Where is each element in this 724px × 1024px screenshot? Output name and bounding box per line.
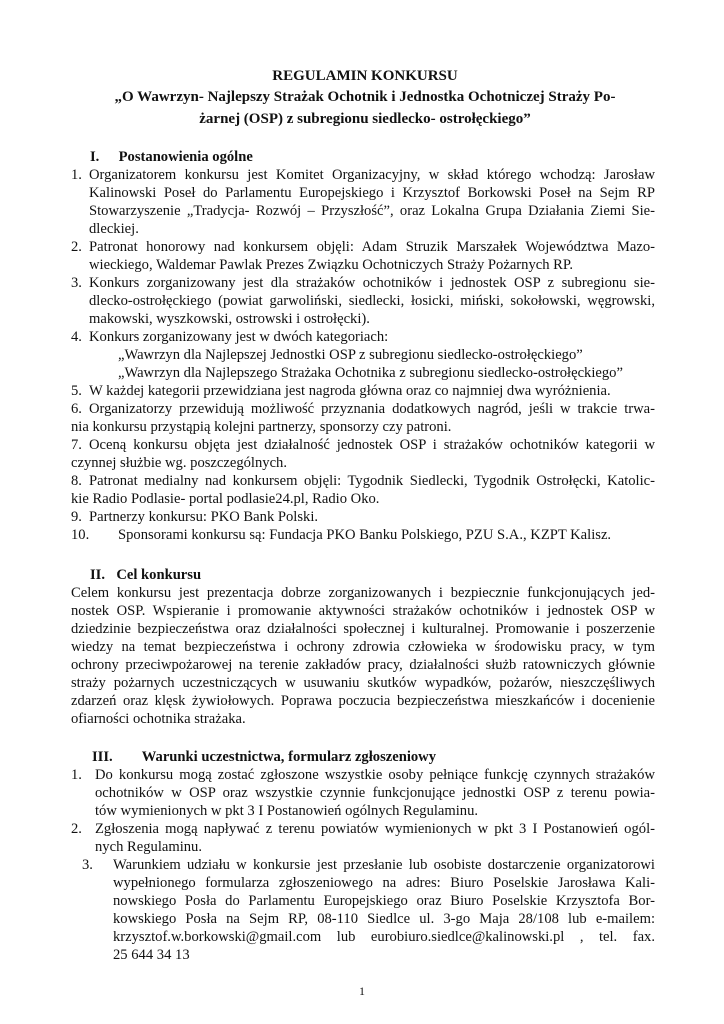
section-1-number: I. bbox=[90, 149, 100, 165]
document-subtitle-line-2: żarnej (OSP) z subregionu siedlecko- ostrołęckiego” bbox=[199, 111, 531, 127]
s1-item-2-line-1: Patronat honorowy nad konkursem objęli: Adam Struzik Marszałek Województwa Mazo- bbox=[89, 239, 655, 255]
section-2-heading bbox=[90, 566, 201, 585]
section-3-heading bbox=[92, 748, 436, 767]
s1-item-1-line-4: dleckiej. bbox=[89, 221, 139, 237]
s3-item-1-line-1: Do konkursu mogą zostać zgłoszone wszystkie osoby pełniące funkcję czynnych strażaków bbox=[95, 767, 655, 783]
section-3-number: III. bbox=[92, 749, 113, 765]
s3-item-3-line-1: Warunkiem udziału w konkursie jest przesłanie lub osobiste dostarczenie organizatorowi bbox=[113, 857, 655, 873]
section-3-title: Warunki uczestnictwa, formularz zgłoszeniowy bbox=[141, 749, 437, 765]
section-1-title: Postanowienia ogólne bbox=[118, 149, 253, 165]
s1-item-9-number: 9. bbox=[71, 509, 82, 525]
document-title: REGULAMIN KONKURSU bbox=[272, 68, 458, 84]
s1-item-8-number: 8. bbox=[71, 473, 82, 489]
section-2-number: II. bbox=[90, 567, 106, 583]
s3-item-2-line-1: Zgłoszenia mogą napływać z terenu powiatów wymienionych w pkt 3 I Postanowień ogól- bbox=[95, 821, 655, 837]
s3-item-1-line-3: tów wymienionych w pkt 3 I Postanowień ogólnych Regulaminu. bbox=[95, 803, 479, 819]
s2-line-3: dziedzinie bezpieczeństwa oraz działalności społecznej i kulturalnej. Promowanie i poszerzenie bbox=[71, 621, 655, 637]
s1-item-2-number: 2. bbox=[71, 239, 82, 255]
s3-item-1-number: 1. bbox=[71, 767, 82, 783]
s1-item-3-line-1: Konkurs zorganizowany jest dla strażaków ochotników i jednostek OSP z subregionu sie- bbox=[89, 275, 655, 291]
s1-item-6-line-2: nia konkursu przystąpią kolejni partnerzy, sponsorzy czy patroni. bbox=[71, 419, 452, 435]
s1-item-5-line-1: W każdej kategorii przewidziana jest nagroda główna oraz co najmniej dwa wyróżnienia. bbox=[89, 383, 611, 399]
s2-line-6: straży pożarnych uczestniczących w usuwaniu skutków wypadków, pożarów, nieszczęśliwych bbox=[71, 675, 655, 691]
s2-line-4: wiedzy na temat bezpieczeństwa i ochrony zdrowia człowieka w środowisku pracy, w tym bbox=[71, 639, 655, 655]
s1-item-7-line-2: czynnej służbie wg. poszczególnych. bbox=[71, 455, 287, 471]
s2-line-5: ochrony przeciwpożarowej na terenie zakładów pracy, działalności służb ratowniczych głównie bbox=[71, 657, 655, 673]
s1-item-8-line-1: Patronat medialny nad konkursem objęli: Tygodnik Siedlecki, Tygodnik Ostrołęcki, Katolic- bbox=[89, 473, 655, 489]
s3-item-2-line-2: nych Regulaminu. bbox=[95, 839, 203, 855]
s1-item-4-category-2: „Wawrzyn dla Najlepszego Strażaka Ochotnika z subregionu siedlecko-ostrołęckiego” bbox=[118, 365, 623, 381]
s2-line-7: zdarzeń oraz klęsk żywiołowych. Poprawa poczucia bezpieczeństwa mieszkańców i docenienie bbox=[71, 693, 655, 709]
s3-item-3-line-4: kowskiego Posła na Sejm RP, 08-110 Siedlce ul. 3-go Maja 28/108 lub e-mailem: bbox=[113, 911, 655, 927]
s1-item-4-number: 4. bbox=[71, 329, 82, 345]
s2-line-1: Celem konkursu jest prezentacja dobrze zorganizowanych i bezpiecznie funkcjonujących jed- bbox=[71, 585, 655, 601]
s1-item-8-line-2: kie Radio Podlasie- portal podlasie24.pl, Radio Oko. bbox=[71, 491, 380, 507]
s1-item-3-line-3: makowski, wyszkowski, ostrowski i ostrołęcki). bbox=[89, 311, 370, 327]
s3-item-3-line-5: krzysztof.w.borkowski@gmail.com lub eurobiuro.siedlce@kalinowski.pl , tel. fax. bbox=[113, 929, 655, 945]
s1-item-3-line-2: dlecko-ostrołęckiego (powiat garwoliński, siedlecki, łosicki, miński, sokołowski, węgrowski, bbox=[89, 293, 655, 309]
s1-item-1-line-2: Kalinowski Poseł do Parlamentu Europejskiego i Krzysztof Borkowski Poseł na Sejm RP bbox=[89, 185, 655, 201]
s3-item-3-line-6: 25 644 34 13 bbox=[113, 947, 190, 963]
s1-item-4-line-1: Konkurs zorganizowany jest w dwóch kategoriach: bbox=[89, 329, 389, 345]
s1-item-7-number: 7. bbox=[71, 437, 82, 453]
s1-item-10-number: 10. bbox=[71, 527, 90, 543]
s1-item-1-number: 1. bbox=[71, 167, 82, 183]
s2-line-8: ofiarności ochotnika strażaka. bbox=[71, 711, 246, 727]
s3-item-3-number: 3. bbox=[82, 857, 93, 873]
section-1-heading bbox=[90, 148, 253, 167]
s1-item-4-category-1: „Wawrzyn dla Najlepszej Jednostki OSP z subregionu siedlecko-ostrołęckiego” bbox=[118, 347, 583, 363]
s1-item-5-number: 5. bbox=[71, 383, 82, 399]
section-2-title: Cel konkursu bbox=[116, 567, 202, 583]
s3-item-3-line-3: nowskiego Posła do Parlamentu Europejskiego oraz Biuro Poselskie Krzysztofa Bor- bbox=[113, 893, 655, 909]
s2-line-2: nostek OSP. Wspieranie i promowanie aktywności strażaków ochotników i jednostek OSP w bbox=[71, 603, 655, 619]
document-subtitle-line-1: „O Wawrzyn- Najlepszy Strażak Ochotnik i Jednostka Ochotniczej Straży Po- bbox=[114, 89, 616, 105]
page-number: 1 bbox=[359, 984, 365, 998]
s1-item-6-line-1: Organizatorzy przewidują możliwość przyznania dodatkowych nagród, jeśli w trakcie trwa- bbox=[89, 401, 655, 417]
s1-item-3-number: 3. bbox=[71, 275, 82, 291]
s1-item-7-line-1: Oceną konkursu objęta jest działalność jednostek OSP i strażaków ochotników kategorii w bbox=[89, 437, 655, 453]
s1-item-9-line-1: Partnerzy konkursu: PKO Bank Polski. bbox=[89, 509, 319, 525]
s1-item-2-line-2: wieckiego, Waldemar Pawlak Prezes Związku Ochotniczych Straży Pożarnych RP. bbox=[89, 257, 574, 273]
s1-item-6-number: 6. bbox=[71, 401, 82, 417]
s1-item-1-line-1: Organizatorem konkursu jest Komitet Organizacyjny, w skład którego wchodzą: Jarosław bbox=[89, 167, 655, 183]
s1-item-10-line-1: Sponsorami konkursu są: Fundacja PKO Banku Polskiego, PZU S.A., KZPT Kalisz. bbox=[118, 527, 612, 543]
s1-item-1-line-3: Stowarzyszenie „Tradycja- Rozwój – Przyszłość”, oraz Lokalna Grupa Działania Ziemi Sie- bbox=[89, 203, 655, 219]
s3-item-3-line-2: wypełnionego formularza zgłoszeniowego na adres: Biuro Poselskie Jarosława Kali- bbox=[113, 875, 655, 891]
s3-item-1-line-2: ochotników w OSP oraz wszystkie czynnie funkcjonujące jednostki OSP z terenu powia- bbox=[95, 785, 655, 801]
s3-item-2-number: 2. bbox=[71, 821, 82, 837]
